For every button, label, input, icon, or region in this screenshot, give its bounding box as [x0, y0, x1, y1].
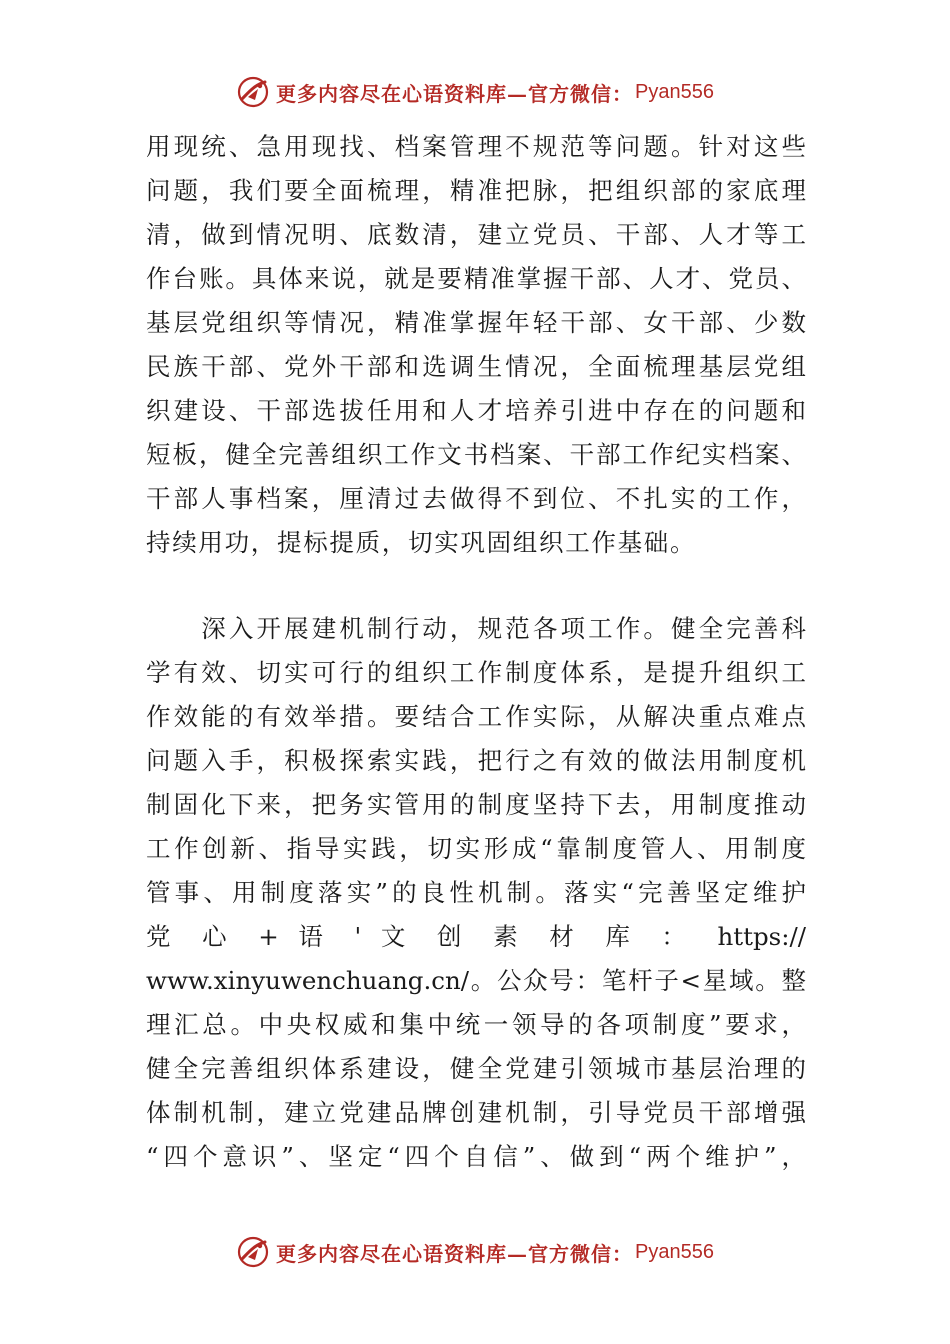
- text-line: 织建设、干部选拔任用和人才培养引进中存在的问题和: [146, 396, 806, 425]
- paragraph-2: [146, 607, 806, 1179]
- text-line: 管事、用制度落实”的良性机制。落实“完善坚定维护: [146, 878, 806, 907]
- banner-wechat-id: Pyan556: [635, 80, 714, 103]
- paragraph-gap: [146, 565, 806, 607]
- text-line: 基层党组织等情况，精准掌握年轻干部、女干部、少数: [146, 308, 806, 337]
- text-line: 体制机制，建立党建品牌创建机制，引导党员干部增强: [146, 1098, 806, 1127]
- text-line: 作效能的有效举措。要结合工作实际，从解决重点难点: [146, 702, 806, 731]
- text-line: 问题入手，积极探索实践，把行之有效的做法用制度机: [146, 746, 806, 775]
- document-body: [146, 125, 806, 1179]
- text-line: 干部人事档案，厘清过去做得不到位、不扎实的工作，: [146, 484, 806, 513]
- text-line: 问题，我们要全面梳理，精准把脉，把组织部的家底理: [146, 176, 806, 205]
- text-line: 制固化下来，把务实管用的制度坚持下去，用制度推动: [146, 790, 806, 819]
- text-line: 工作创新、指导实践，切实形成“靠制度管人、用制度: [146, 834, 806, 863]
- text-line: 党 心 + 语 ' 文 创 素 材 库 ： https://: [146, 922, 806, 951]
- text-line: “四个意识”、坚定“四个自信”、做到“两个维护”，: [146, 1142, 806, 1171]
- text-line: 学有效、切实可行的组织工作制度体系，是提升组织工: [146, 658, 806, 687]
- text-line: 作台账。具体来说，就是要精准掌握干部、人才、党员、: [146, 264, 806, 293]
- text-line: 民族干部、党外干部和选调生情况，全面梳理基层党组: [146, 352, 806, 381]
- text-line: 深入开展建机制行动，规范各项工作。健全完善科: [146, 614, 806, 643]
- text-line: 健全完善组织体系建设，健全党建引领城市基层治理的: [146, 1054, 806, 1083]
- footer-banner: [0, 1232, 950, 1272]
- paragraph-1: [146, 125, 806, 565]
- text-line: 理汇总。中央权威和集中统一领导的各项制度”要求，: [146, 1010, 806, 1039]
- banner-wechat-id: Pyan556: [635, 1240, 714, 1263]
- banner-text: 更多内容尽在心语资料库—官方微信：: [276, 1241, 634, 1266]
- banner-text: 更多内容尽在心语资料库—官方微信：: [276, 81, 634, 106]
- seal-logo-icon: [236, 1235, 270, 1269]
- text-line: www.xinyuwenchuang.cn/。公众号：笔杆子<星域。整: [146, 966, 806, 995]
- text-line: 短板，健全完善组织工作文书档案、干部工作纪实档案、: [146, 440, 806, 469]
- text-line: 用现统、急用现找、档案管理不规范等问题。针对这些: [146, 132, 806, 161]
- header-banner: [0, 72, 950, 112]
- text-line: 持续用功，提标提质，切实巩固组织工作基础。: [146, 528, 697, 557]
- text-line: 清，做到情况明、底数清，建立党员、干部、人才等工: [146, 220, 806, 249]
- seal-logo-icon: [236, 75, 270, 109]
